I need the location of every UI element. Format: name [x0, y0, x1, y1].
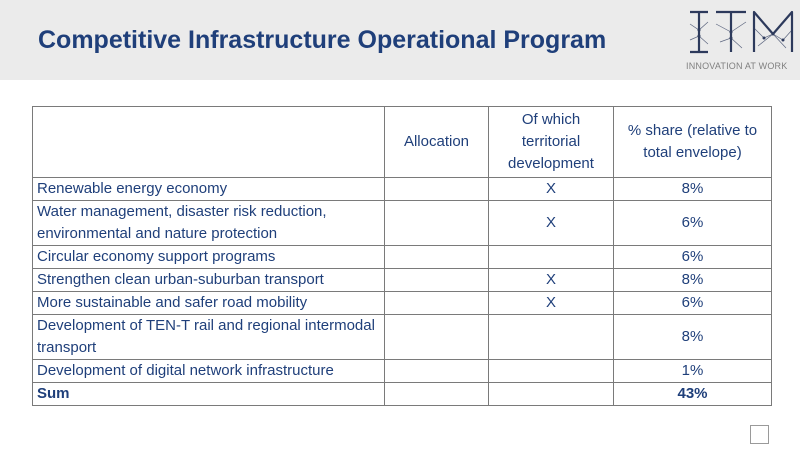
logo-tagline: INNOVATION AT WORK — [686, 61, 788, 71]
share-cell: 8% — [614, 315, 772, 360]
sum-label: Sum — [33, 383, 385, 406]
allocation-cell — [385, 246, 489, 269]
slide-title: Competitive Infrastructure Operational Program — [38, 26, 607, 54]
program-table-wrap — [32, 106, 772, 406]
program-name: Renewable energy economy — [33, 178, 385, 201]
territorial-cell: X — [489, 269, 614, 292]
header-allocation: Allocation — [385, 107, 489, 178]
share-cell: 8% — [614, 269, 772, 292]
sum-share-cell: 43% — [614, 383, 772, 406]
allocation-cell — [385, 292, 489, 315]
allocation-cell — [385, 269, 489, 292]
itm-logo — [686, 8, 798, 76]
program-name: Circular economy support programs — [33, 246, 385, 269]
sum-row — [33, 383, 772, 406]
territorial-cell: X — [489, 292, 614, 315]
territorial-cell: X — [489, 178, 614, 201]
header-territorial: Of which territorial development — [489, 107, 614, 178]
sum-allocation-cell — [385, 383, 489, 406]
program-name: More sustainable and safer road mobility — [33, 292, 385, 315]
allocation-cell — [385, 360, 489, 383]
table-row — [33, 201, 772, 246]
itm-logo-icon — [686, 8, 798, 58]
table-row — [33, 360, 772, 383]
territorial-cell — [489, 360, 614, 383]
share-cell: 6% — [614, 292, 772, 315]
share-cell: 8% — [614, 178, 772, 201]
allocation-cell — [385, 178, 489, 201]
program-name: Development of TEN-T rail and regional intermodal transport — [33, 315, 385, 360]
allocation-cell — [385, 201, 489, 246]
sum-territorial-cell — [489, 383, 614, 406]
program-name: Strengthen clean urban-suburban transport — [33, 269, 385, 292]
corner-checkbox[interactable] — [750, 425, 769, 444]
table-row — [33, 246, 772, 269]
program-name: Development of digital network infrastructure — [33, 360, 385, 383]
table-header-row — [33, 107, 772, 178]
table-row — [33, 315, 772, 360]
program-name: Water management, disaster risk reduction, environmental and nature protection — [33, 201, 385, 246]
table-row — [33, 292, 772, 315]
share-cell: 1% — [614, 360, 772, 383]
territorial-cell — [489, 315, 614, 360]
share-cell: 6% — [614, 246, 772, 269]
territorial-cell: X — [489, 201, 614, 246]
share-cell: 6% — [614, 201, 772, 246]
header-program — [33, 107, 385, 178]
territorial-cell — [489, 246, 614, 269]
header-share: % share (relative to total envelope) — [614, 107, 772, 178]
program-table — [32, 106, 772, 406]
allocation-cell — [385, 315, 489, 360]
table-row — [33, 269, 772, 292]
table-row — [33, 178, 772, 201]
